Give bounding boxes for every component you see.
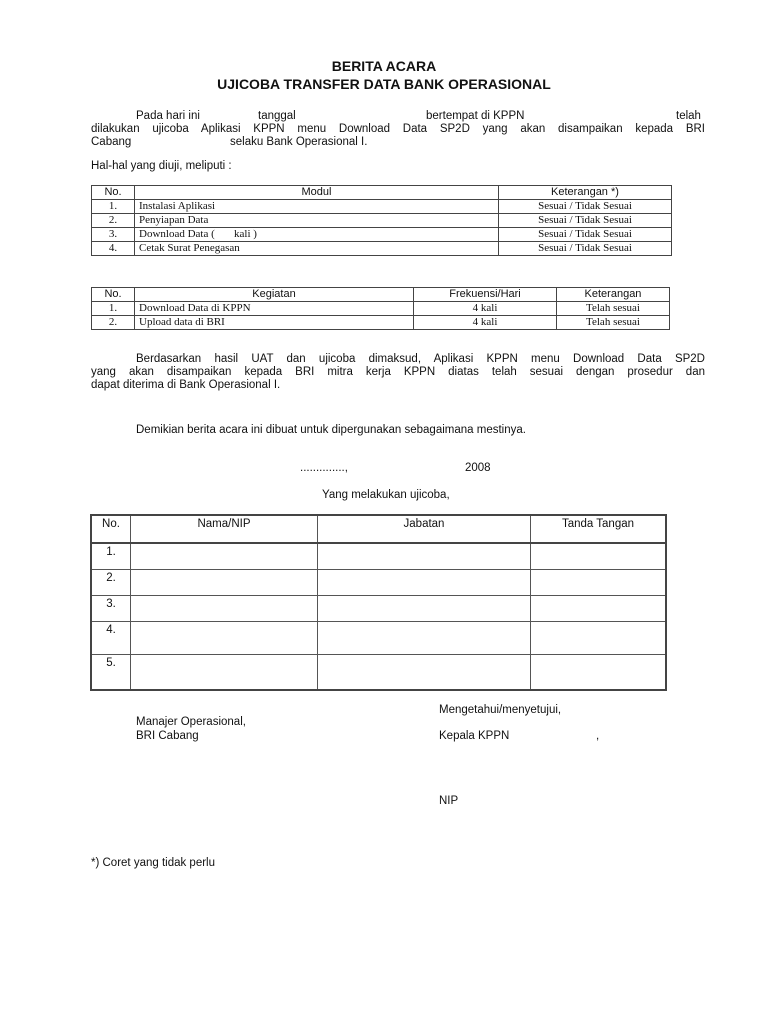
footnote: *) Coret yang tidak perlu <box>91 857 216 869</box>
row-no: 4. <box>91 621 131 654</box>
col-keterangan: Keterangan <box>557 288 670 302</box>
row-no: 5. <box>91 654 131 690</box>
nip-label: NIP <box>439 795 459 807</box>
section-label: Hal-hal yang diuji, meliputi : <box>91 160 232 172</box>
col-modul: Modul <box>135 186 499 200</box>
manager-branch: BRI Cabang <box>136 730 199 742</box>
table-row <box>92 214 672 228</box>
row-keterangan: Sesuai / Tidak Sesuai <box>499 200 672 214</box>
col-nama-nip: Nama/NIP <box>131 515 318 543</box>
col-tanda-tangan: Tanda Tangan <box>531 515 667 543</box>
row-no: 1. <box>91 543 131 569</box>
row-no: 3. <box>92 228 135 242</box>
signature-cell[interactable] <box>531 654 667 690</box>
row-keterangan: Sesuai / Tidak Sesuai <box>499 242 672 256</box>
row-modul: Download Data ( kali ) <box>135 228 499 242</box>
row-modul: Penyiapan Data <box>135 214 499 228</box>
signature-position-cell[interactable] <box>318 654 531 690</box>
signature-name-cell[interactable] <box>131 654 318 690</box>
head-title: Kepala KPPN <box>439 730 510 742</box>
row-kegiatan: Download Data di KPPN <box>135 302 414 316</box>
signature-position-cell[interactable] <box>318 621 531 654</box>
table-header-row <box>92 186 672 200</box>
signature-cell[interactable] <box>531 543 667 569</box>
closing-statement: Demikian berita acara ini dibuat untuk dipergunakan sebagaimana mestinya. <box>136 424 526 436</box>
signature-name-cell[interactable] <box>131 543 318 569</box>
table-row <box>92 200 672 214</box>
document-subtitle: UJICOBA TRANSFER DATA BANK OPERASIONAL <box>217 76 551 92</box>
row-keterangan: Sesuai / Tidak Sesuai <box>499 214 672 228</box>
row-modul: Instalasi Aplikasi <box>135 200 499 214</box>
table-row <box>92 228 672 242</box>
intro-line-2: dilakukan ujicoba Aplikasi KPPN menu Download Data SP2D yang akan disampaikan kepada BRI <box>91 123 705 135</box>
signature-cell[interactable] <box>531 621 667 654</box>
row-modul: Cetak Surat Penegasan <box>135 242 499 256</box>
intro-place: bertempat di KPPN <box>426 110 525 122</box>
signature-cell[interactable] <box>531 595 667 621</box>
table-row <box>92 316 670 330</box>
row-no: 2. <box>92 214 135 228</box>
row-no: 2. <box>91 569 131 595</box>
intro-date: tanggal <box>258 110 296 122</box>
col-no: No. <box>92 288 135 302</box>
tester-label: Yang melakukan ujicoba, <box>322 489 450 501</box>
col-no: No. <box>91 515 131 543</box>
date-year: 2008 <box>465 462 491 474</box>
approval-label: Mengetahui/menyetujui, <box>439 704 562 716</box>
table-row <box>92 302 670 316</box>
signature-name-cell[interactable] <box>131 621 318 654</box>
row-no: 1. <box>92 302 135 316</box>
intro-day: Pada hari ini <box>136 110 200 122</box>
table-header-row <box>91 515 666 543</box>
col-no: No. <box>92 186 135 200</box>
intro-telah: telah <box>676 110 701 122</box>
manager-title: Manajer Operasional, <box>136 716 246 728</box>
row-frekuensi: 4 kali <box>414 302 557 316</box>
signature-position-cell[interactable] <box>318 569 531 595</box>
table-row <box>91 621 666 654</box>
signature-position-cell[interactable] <box>318 595 531 621</box>
conclusion-line-2: yang akan disampaikan kepada BRI mitra kerja KPPN diatas telah sesuai dengan prosedur dan <box>91 366 705 378</box>
row-no: 3. <box>91 595 131 621</box>
document-title: BERITA ACARA <box>331 58 437 74</box>
row-kegiatan: Upload data di BRI <box>135 316 414 330</box>
col-jabatan: Jabatan <box>318 515 531 543</box>
signature-name-cell[interactable] <box>131 569 318 595</box>
table-row <box>91 543 666 569</box>
table-row <box>92 242 672 256</box>
table-row <box>91 595 666 621</box>
signature-position-cell[interactable] <box>318 543 531 569</box>
modules-table <box>91 185 672 256</box>
conclusion-line-1: Berdasarkan hasil UAT dan ujicoba dimaksud, Aplikasi KPPN menu Download Data SP2D <box>136 353 705 365</box>
signature-cell[interactable] <box>531 569 667 595</box>
activities-table <box>91 287 670 330</box>
row-keterangan: Sesuai / Tidak Sesuai <box>499 228 672 242</box>
table-header-row <box>92 288 670 302</box>
place-blank: .............., <box>300 462 348 474</box>
signature-name-cell[interactable] <box>131 595 318 621</box>
intro-line-3: selaku Bank Operasional I. <box>230 136 368 148</box>
table-row <box>91 569 666 595</box>
intro-cabang: Cabang <box>91 136 132 148</box>
row-no: 2. <box>92 316 135 330</box>
row-frekuensi: 4 kali <box>414 316 557 330</box>
row-no: 1. <box>92 200 135 214</box>
row-no: 4. <box>92 242 135 256</box>
conclusion-line-3: dapat diterima di Bank Operasional I. <box>91 379 281 391</box>
row-keterangan: Telah sesuai <box>557 302 670 316</box>
table-row <box>91 654 666 690</box>
col-keterangan: Keterangan *) <box>499 186 672 200</box>
row-keterangan: Telah sesuai <box>557 316 670 330</box>
signature-table <box>90 514 667 691</box>
col-kegiatan: Kegiatan <box>135 288 414 302</box>
head-comma: , <box>596 730 600 742</box>
col-frekuensi: Frekuensi/Hari <box>414 288 557 302</box>
